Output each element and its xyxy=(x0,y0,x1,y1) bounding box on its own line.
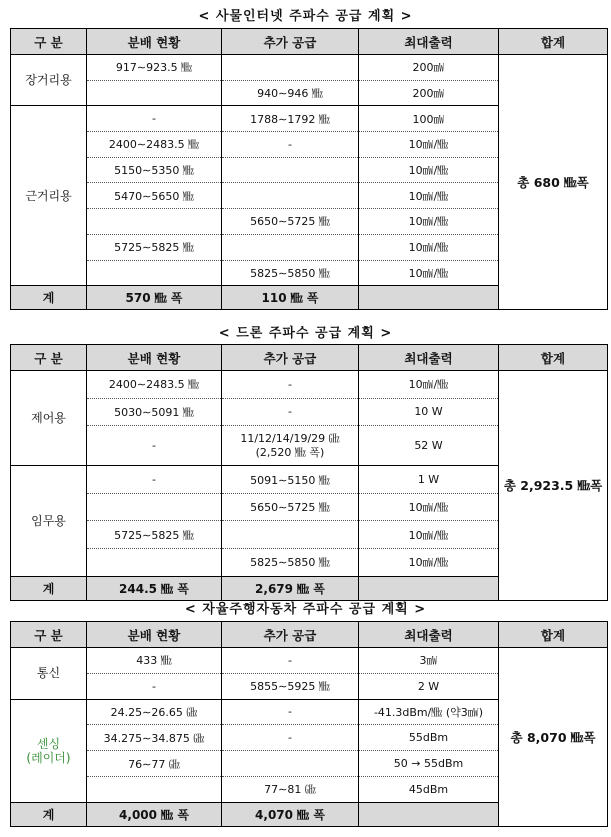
sum-power xyxy=(359,576,499,600)
sum-label: 계 xyxy=(11,802,87,826)
sum-label: 계 xyxy=(11,576,87,600)
supply-cell: 1788∼1792 ㎒ xyxy=(222,106,359,132)
supply-cell: - xyxy=(222,132,359,158)
frequency-plan-table xyxy=(10,344,608,601)
max-power-cell: 100㎽ xyxy=(359,106,499,132)
total-cell: 총 2,923.5 ㎒폭 xyxy=(499,371,608,601)
column-header: 최대출력 xyxy=(359,345,499,371)
table-row xyxy=(11,371,608,399)
supply-cell: 940∼946 ㎒ xyxy=(222,80,359,106)
allocation-cell: 24.25∼26.65 ㎓ xyxy=(87,699,222,725)
allocation-cell: 34.275∼34.875 ㎓ xyxy=(87,725,222,751)
total-cell: 총 680 ㎒폭 xyxy=(499,55,608,310)
supply-cell: - xyxy=(222,725,359,751)
column-header: 합계 xyxy=(499,29,608,55)
max-power-cell: 10㎽/㎒ xyxy=(359,493,499,521)
section-title: < 드론 주파수 공급 계획 > xyxy=(218,326,393,341)
column-header: 최대출력 xyxy=(359,29,499,55)
max-power-cell: 10㎽/㎒ xyxy=(359,209,499,235)
max-power-cell: 3㎽ xyxy=(359,648,499,674)
max-power-cell: 10㎽/㎒ xyxy=(359,234,499,260)
column-header: 최대출력 xyxy=(359,622,499,648)
sum-allocation: 4,000 ㎒ 폭 xyxy=(87,802,222,826)
allocation-cell xyxy=(87,80,222,106)
max-power-cell: 52 W xyxy=(359,426,499,466)
max-power-cell: 2 W xyxy=(359,673,499,699)
max-power-cell: 50 → 55dBm xyxy=(359,751,499,777)
section-title: < 사물인터넷 주파수 공급 계획 > xyxy=(198,9,413,24)
table-row xyxy=(11,55,608,81)
category-cell: 장거리용 xyxy=(11,55,87,106)
supply-cell xyxy=(222,234,359,260)
supply-cell: 5091∼5150 ㎒ xyxy=(222,466,359,494)
supply-cell: 5825∼5850 ㎒ xyxy=(222,548,359,576)
column-header: 추가 공급 xyxy=(222,29,359,55)
allocation-cell xyxy=(87,493,222,521)
max-power-cell: 200㎽ xyxy=(359,80,499,106)
max-power-cell: 10㎽/㎒ xyxy=(359,548,499,576)
allocation-cell: - xyxy=(87,426,222,466)
max-power-cell: 55dBm xyxy=(359,725,499,751)
category-cell: 근거리용 xyxy=(11,106,87,286)
supply-cell: 5855∼5925 ㎒ xyxy=(222,673,359,699)
column-header: 합계 xyxy=(499,345,608,371)
table-row xyxy=(11,648,608,674)
supply-cell xyxy=(222,157,359,183)
allocation-cell: 2400∼2483.5 ㎒ xyxy=(87,132,222,158)
max-power-cell: 10 W xyxy=(359,398,499,426)
category-cell: 임무용 xyxy=(11,466,87,576)
allocation-cell xyxy=(87,548,222,576)
supply-cell: - xyxy=(222,699,359,725)
sum-allocation: 244.5 ㎒ 폭 xyxy=(87,576,222,600)
supply-cell: - xyxy=(222,371,359,399)
allocation-cell: 917∼923.5 ㎒ xyxy=(87,55,222,81)
max-power-cell: 45dBm xyxy=(359,776,499,802)
column-header: 구 분 xyxy=(11,622,87,648)
column-header: 구 분 xyxy=(11,29,87,55)
header-row xyxy=(11,622,608,648)
supply-cell: 5825∼5850 ㎒ xyxy=(222,260,359,286)
allocation-cell: 5030∼5091 ㎒ xyxy=(87,398,222,426)
allocation-cell: 5725∼5825 ㎒ xyxy=(87,234,222,260)
column-header: 분배 현황 xyxy=(87,622,222,648)
supply-cell xyxy=(222,183,359,209)
max-power-cell: 10㎽/㎒ xyxy=(359,157,499,183)
section-title: < 자율주행자동차 주파수 공급 계획 > xyxy=(184,602,427,617)
allocation-cell: - xyxy=(87,106,222,132)
allocation-cell: 5150∼5350 ㎒ xyxy=(87,157,222,183)
allocation-cell: - xyxy=(87,673,222,699)
allocation-cell: 2400∼2483.5 ㎒ xyxy=(87,371,222,399)
allocation-cell xyxy=(87,776,222,802)
max-power-cell: 10㎽/㎒ xyxy=(359,371,499,399)
column-header: 분배 현황 xyxy=(87,345,222,371)
column-header: 추가 공급 xyxy=(222,622,359,648)
max-power-cell: 10㎽/㎒ xyxy=(359,260,499,286)
category-cell: 통신 xyxy=(11,648,87,700)
allocation-cell: - xyxy=(87,466,222,494)
sum-allocation: 570 ㎒ 폭 xyxy=(87,286,222,310)
max-power-cell: 1 W xyxy=(359,466,499,494)
max-power-cell: 10㎽/㎒ xyxy=(359,183,499,209)
allocation-cell: 433 ㎒ xyxy=(87,648,222,674)
column-header: 추가 공급 xyxy=(222,345,359,371)
allocation-cell: 5470∼5650 ㎒ xyxy=(87,183,222,209)
category-cell: 센싱 (레이더) xyxy=(11,699,87,802)
supply-cell xyxy=(222,55,359,81)
supply-cell: 77∼81 ㎓ xyxy=(222,776,359,802)
header-row xyxy=(11,345,608,371)
supply-cell: - xyxy=(222,398,359,426)
supply-cell: 11/12/14/19/29 ㎓ (2,520 ㎒ 폭) xyxy=(222,426,359,466)
allocation-cell: 5725∼5825 ㎒ xyxy=(87,521,222,549)
frequency-plan-table xyxy=(10,621,608,827)
supply-cell xyxy=(222,521,359,549)
sum-power xyxy=(359,802,499,826)
supply-cell: 5650∼5725 ㎒ xyxy=(222,209,359,235)
max-power-cell: -41.3dBm/㎒ (약3㎽) xyxy=(359,699,499,725)
max-power-cell: 10㎽/㎒ xyxy=(359,521,499,549)
sum-supply: 110 ㎒ 폭 xyxy=(222,286,359,310)
column-header: 분배 현황 xyxy=(87,29,222,55)
sum-power xyxy=(359,286,499,310)
column-header: 구 분 xyxy=(11,345,87,371)
supply-cell xyxy=(222,751,359,777)
allocation-cell xyxy=(87,260,222,286)
sum-supply: 4,070 ㎒ 폭 xyxy=(222,802,359,826)
header-row xyxy=(11,29,608,55)
allocation-cell xyxy=(87,209,222,235)
column-header: 합계 xyxy=(499,622,608,648)
category-cell: 제어용 xyxy=(11,371,87,466)
sum-label: 계 xyxy=(11,286,87,310)
sum-supply: 2,679 ㎒ 폭 xyxy=(222,576,359,600)
supply-cell: 5650∼5725 ㎒ xyxy=(222,493,359,521)
allocation-cell: 76∼77 ㎓ xyxy=(87,751,222,777)
max-power-cell: 200㎽ xyxy=(359,55,499,81)
frequency-plan-table xyxy=(10,28,608,310)
max-power-cell: 10㎽/㎒ xyxy=(359,132,499,158)
supply-cell: - xyxy=(222,648,359,674)
total-cell: 총 8,070 ㎒폭 xyxy=(499,648,608,827)
